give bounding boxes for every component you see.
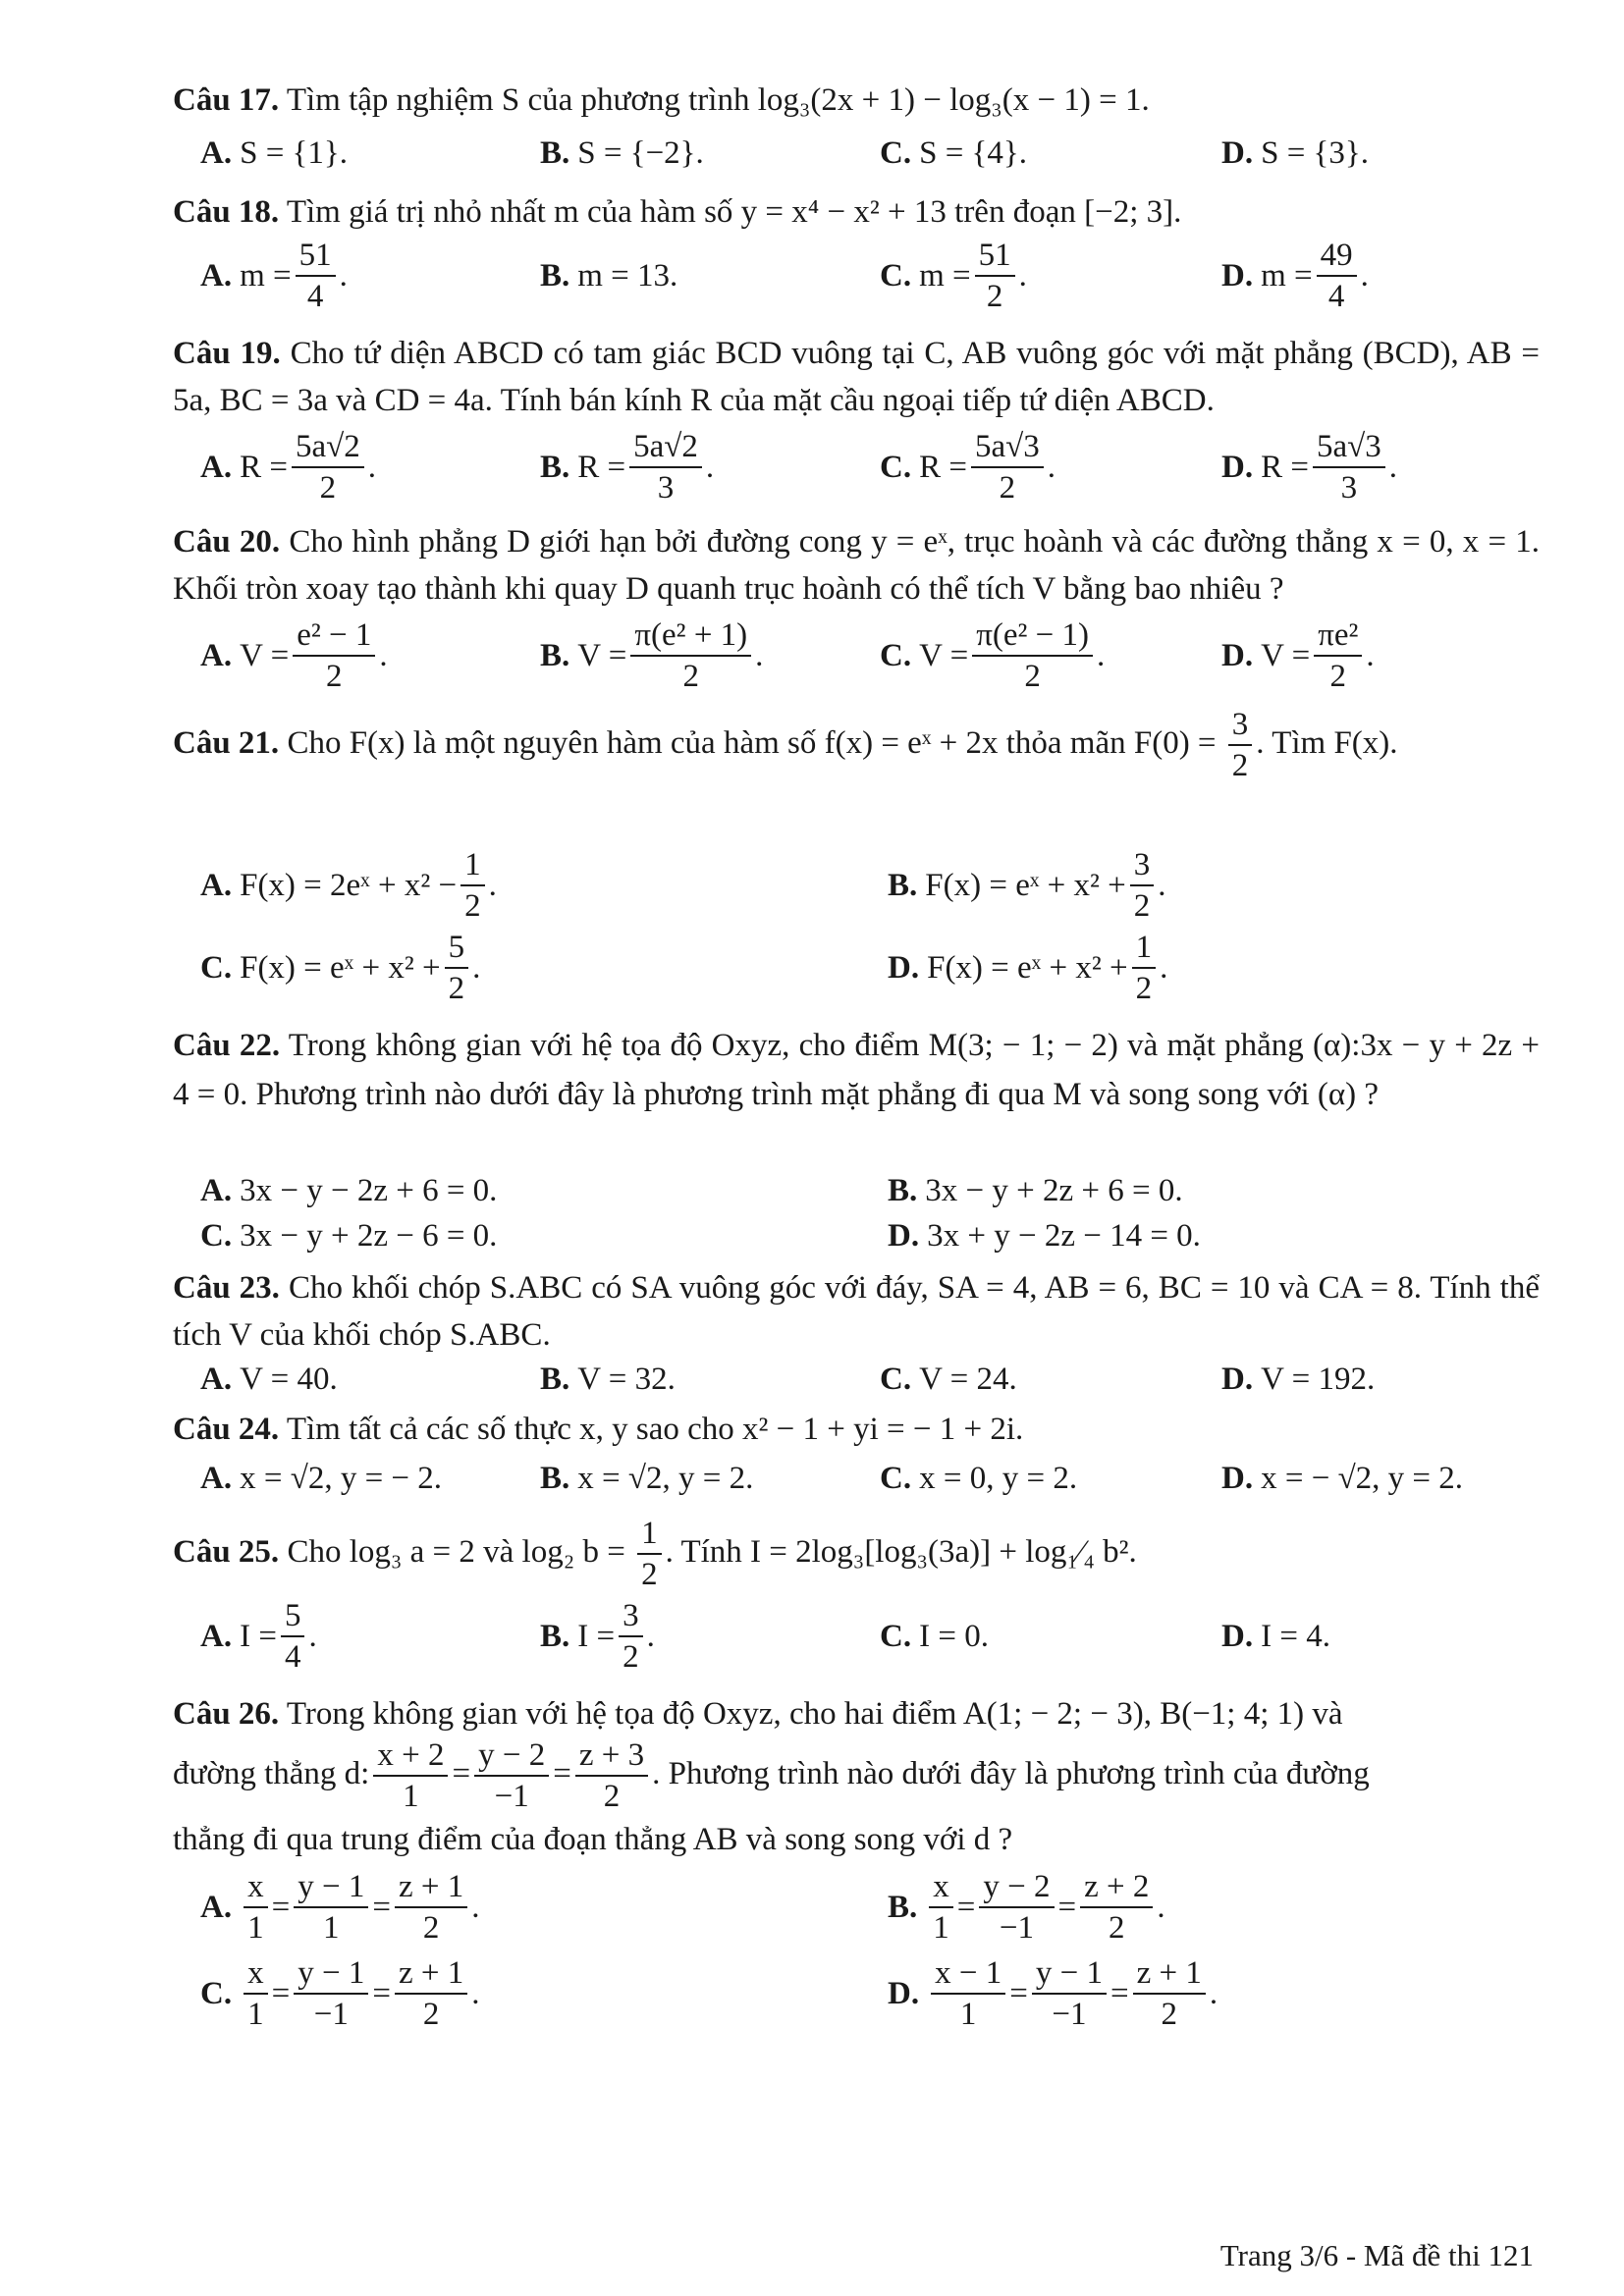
question-text: Cho hình phẳng D giới hạn bởi đường cong y = eˣ, trục hoành và các đường thẳng x = 0, x = 1. Khối tròn xoay tạo thành khi quay D quanh trục hoành có thể tích V bằng bao nhiêu ? [173, 524, 1541, 607]
question-text: Tìm tập nghiệm S của phương trình log₃(2x + 1) − log₃(x − 1) = 1. [286, 82, 1150, 118]
question-text: Cho khối chóp S.ABC có SA vuông góc với đáy, SA = 4, AB = 6, BC = 10 và CA = 8. Tính thể tích V của khối chóp S.ABC. [173, 1270, 1540, 1353]
question-19 [173, 330, 1540, 424]
question-20-options [200, 611, 1540, 701]
option-c[interactable]: C. S = {4}. [880, 134, 1027, 171]
option-a[interactable]: A. x = √2, y = − 2. [200, 1460, 443, 1496]
option-c[interactable]: C. $\frac{x}{1}$ = $\frac{y - 1}{-1}$ = $\frac{z + 1}{2}$ . [200, 1954, 480, 2032]
question-20 [173, 518, 1540, 613]
option-d[interactable]: D. m = $\frac{49}{4}$ . [1221, 237, 1369, 314]
question-fraction: $\frac{1}{2}$ [637, 1516, 662, 1593]
option-a[interactable]: A. S = {1}. [200, 134, 348, 171]
question-label: Câu 26. [173, 1696, 280, 1732]
option-b[interactable]: B. V = 32. [540, 1361, 676, 1397]
question-26-line-3: thẳng đi qua trung điểm của đoạn thẳng AB và song song với d ? [173, 1822, 1013, 1857]
question-text: Tìm tất cả các số thực x, y sao cho x² − 1 + yi = − 1 + 2i. [286, 1412, 1024, 1447]
question-17-options [200, 124, 1540, 183]
option-b[interactable]: B. m = 13. [540, 257, 678, 294]
option-c[interactable]: C. I = 0. [880, 1618, 989, 1654]
option-b[interactable]: B. I = $\frac{3}{2}$ . [540, 1597, 655, 1675]
option-d[interactable]: D. 3x + y − 2z − 14 = 0. [888, 1217, 1201, 1254]
question-label: Câu 19. [173, 336, 281, 371]
option-a[interactable]: A. F(x) = 2eˣ + x² − $\frac{1}{2}$ . [200, 846, 497, 924]
option-a[interactable]: A. V = 40. [200, 1361, 338, 1397]
question-label: Câu 18. [173, 194, 280, 230]
question-24-options [200, 1451, 1540, 1506]
question-26: Câu 26. Trong không gian với hệ tọa độ Oxyz, cho hai điểm A(1; − 2; − 3), B(−1; 4; 1) và [173, 1696, 1343, 1732]
question-23-options [200, 1355, 1540, 1404]
option-c[interactable]: C. V = 24. [880, 1361, 1017, 1397]
option-a[interactable]: A. m = $\frac{51}{4}$ . [200, 237, 348, 314]
option-b[interactable]: B. x = √2, y = 2. [540, 1460, 754, 1496]
option-c[interactable]: C. x = 0, y = 2. [880, 1460, 1078, 1496]
option-a[interactable]: A. V = $\frac{\text{e² − 1}}{2}$ . [200, 616, 388, 694]
option-d[interactable]: D. V = 192. [1221, 1361, 1376, 1397]
option-a[interactable]: A. $\frac{x}{1}$ = $\frac{y - 1}{1}$ = $\frac{z + 1}{2}$ . [200, 1868, 480, 1946]
question-label: Câu 23. [173, 1270, 280, 1306]
question-25-options [200, 1592, 1540, 1681]
option-b[interactable]: B. R = $\frac{5a√2}{3}$ . [540, 428, 715, 506]
question-21: Câu 21. Cho F(x) là một nguyên hàm của hàm số f(x) = eˣ + 2x thỏa mãn F(0) = $\frac{3}{2}$ . Tìm F(x). [173, 707, 1398, 784]
question-23 [173, 1264, 1540, 1359]
question-label: Câu 17. [173, 82, 280, 118]
option-b[interactable]: B. S = {−2}. [540, 134, 704, 171]
question-25: Câu 25. Cho log₃ a = 2 và log₂ b = $\frac{1}{2}$ . Tính I = 2log₃[log₃(3a)] + log₁⁄₄ b². [173, 1516, 1137, 1593]
question-text: Trong không gian với hệ tọa độ Oxyz, cho điểm M(3; − 1; − 2) và mặt phẳng (α):3x − y + 2z + 4 = 0. Phương trình nào dưới đây là phương trình mặt phẳng đi qua M và song song với (α) ? [173, 1028, 1540, 1112]
option-d[interactable]: D. R = $\frac{5a√3}{3}$ . [1221, 428, 1397, 506]
option-c[interactable]: C. R = $\frac{5a√3}{2}$ . [880, 428, 1056, 506]
option-a[interactable]: A. R = $\frac{5a√2}{2}$ . [200, 428, 376, 506]
question-label: Câu 24. [173, 1412, 280, 1447]
question-fraction: $\frac{3}{2}$ [1228, 707, 1253, 784]
question-17 [173, 77, 1540, 124]
option-b[interactable]: B. $\frac{x}{1}$ = $\frac{y - 2}{-1}$ = $\frac{z + 2}{2}$ . [888, 1868, 1165, 1946]
option-d[interactable]: D. V = $\frac{\text{πe²}}{2}$ . [1221, 616, 1375, 694]
question-19-options [200, 422, 1540, 512]
question-text: Cho tứ diện ABCD có tam giác BCD vuông tại C, AB vuông góc với mặt phẳng (BCD), AB = 5a, BC = 3a và CD = 4a. Tính bán kính R của mặt cầu ngoại tiếp tứ diện ABCD. [173, 336, 1540, 418]
option-d[interactable]: D. S = {3}. [1221, 134, 1369, 171]
option-d[interactable]: D. $\frac{x - 1}{1}$ = $\frac{y - 1}{-1}$ = $\frac{z + 1}{2}$ . [888, 1954, 1218, 2032]
question-18 [173, 188, 1540, 236]
option-d[interactable]: D. F(x) = eˣ + x² + $\frac{1}{2}$ . [888, 929, 1168, 1006]
question-26-line-2: đường thẳng d: $\frac{x + 2}{1}$ = $\frac{y - 2}{-1}$ = $\frac{z + 3}{2}$ . Phương trình nào dưới đây là phương trình của đường [173, 1737, 1370, 1815]
option-a[interactable]: A. I = $\frac{5}{4}$ . [200, 1597, 317, 1675]
option-c[interactable]: C. F(x) = eˣ + x² + $\frac{5}{2}$ . [200, 929, 481, 1006]
option-d[interactable]: D. x = − √2, y = 2. [1221, 1460, 1464, 1496]
question-label: Câu 21. [173, 724, 280, 761]
question-text: Tìm giá trị nhỏ nhất m của hàm số y = x⁴ − x² + 13 trên đoạn [−2; 3]. [286, 194, 1182, 230]
option-b[interactable]: B. F(x) = eˣ + x² + $\frac{3}{2}$ . [888, 846, 1166, 924]
page-footer: Trang 3/6 - Mã đề thi 121 [1219, 2238, 1534, 2272]
option-c[interactable]: C. V = $\frac{\text{π(e² − 1)}}{2}$ . [880, 616, 1106, 694]
question-18-options [200, 232, 1540, 320]
question-22 [173, 1021, 1540, 1119]
question-24 [173, 1406, 1540, 1453]
question-label: Câu 25. [173, 1533, 280, 1570]
option-b[interactable]: B. 3x − y + 2z + 6 = 0. [888, 1172, 1183, 1208]
option-b[interactable]: B. V = $\frac{\text{π(e² + 1)}}{2}$ . [540, 616, 764, 694]
question-label: Câu 22. [173, 1028, 281, 1063]
question-label: Câu 20. [173, 524, 281, 560]
option-a[interactable]: A. 3x − y − 2z + 6 = 0. [200, 1172, 498, 1208]
option-c[interactable]: C. 3x − y + 2z − 6 = 0. [200, 1217, 498, 1254]
option-d[interactable]: D. I = 4. [1221, 1618, 1330, 1654]
option-c[interactable]: C. m = $\frac{51}{2}$ . [880, 237, 1027, 314]
